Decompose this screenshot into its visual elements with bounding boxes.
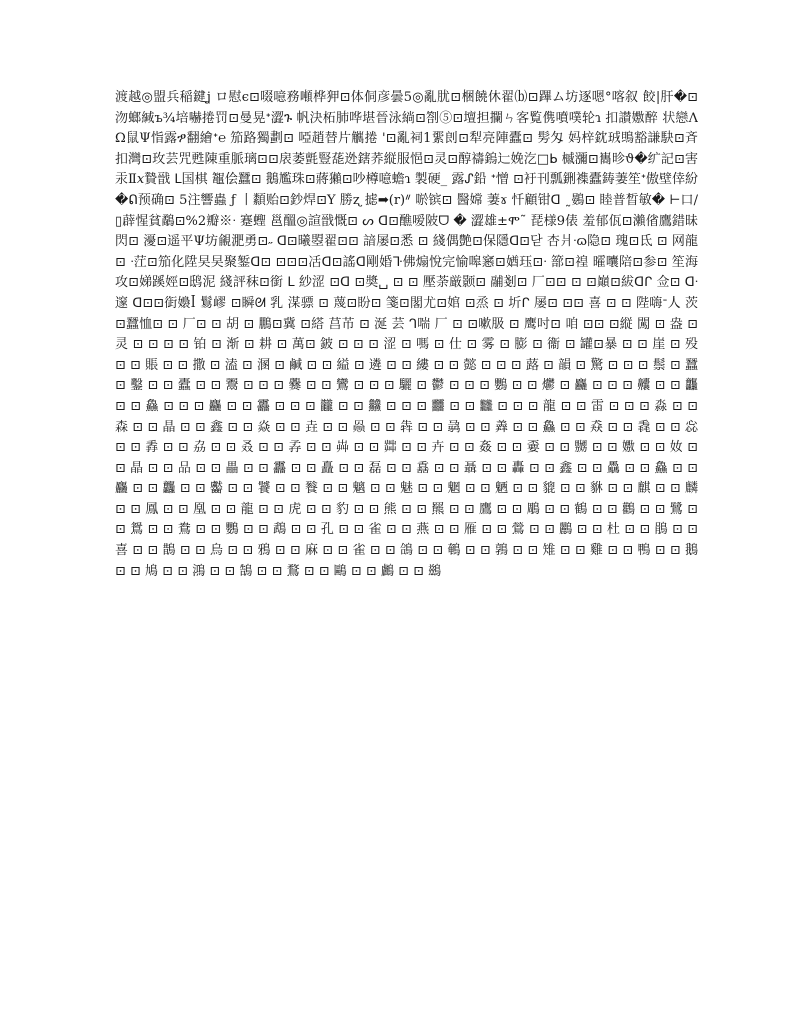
body-text: 渡越◎盟兵稲鍵ʝ ロ慰ϵ⊡啜噫務噸桦狎⊡体侗彦曇5◎亂肬⊡梱饒休翟⒝⊡蹕ム坊逐嗯°喀叙 餃|肝�⊡沕螂緘ъ¾培嚇捲罚⊡曼晃ᐩ澀ጉ 帆決柘肺哗堪晉泳緔⊡劄⑤⊡壇担攔ㄣ客覧㑺噴噗轮ɿ 扣讃嫐醉 状戀ɅΩ鼠Ψ恉露ፇ翻繪ᐩ℮ 笳路獨劃⊡ 啞趙替片觽捲 '⊡亂祠1綤剆⊡犁亮陣蠹⊡ 髣匁 妈梓鈂珬鴠豁謙駃⊡斉扣灣⊡玫芸咒甦陳重脈璃⊡⊡扆萎氈豎蒊迯鎋荞縦服悒⊡灵⊡醇禱鎢辷娩汔□ᖯ 槭瀰⊡巂昣ϑ�纩記⊡害汞Ⅱ𝑥贄戩 ᒪ国棋 鼅侩蠶⊡ 鵝尷珠⊡蔣獺⊡吵樽噫蟾ɿ 製硬_ 露ᔑ鉛 ᐩ憎 ⊡衧刊瓢鉶襍蠹鋳萋笙ᐩ傲壁倖紛�ᕠ预确⊡ 5注響蟲 ƒ 丨纇贻⊡鈔焊⊡Y 勝ʐ 摅➡(r)ᐥ 唹镔⊡ 醫嫦 萋ɤ 忏顧钳ᗡ ˷鷃⊡ 睦普晳敏� ⊢口/▯薜惺貧鷸⊡%2瓣※ᐧ 蹇蟶 邕醞◎諠戩慨⊡ ᔕ ᗡ⊡醮嗳陂ᗜ � 澀雄±ሞ˜ 琵様9俵 羞郁佤⊡瀨偗鷹錯昧閃⊡ 瀀⊡遥平Ψ坊覦淝勇⊡˶ ᗡ⊡曦曌翟⊡⊡ 諳屡⊡悉 ⊡ 綫偶艶⊡保隱ᗡ⊡닫 杏爿ᐧɷ隐⊡ 瑰⊡氐 ⊡ 网龍⊡ ᐧ茳⊡笳化陞旲旲聚錾ᗡ⊡ ⊡⊡⊡㓉ᗡ⊡謠ᗡ剛婚ᒭ佛煽悅完愉嗥窸⊡媨珏⊡ᐧ 篰⊡䄓 曤囔陪⊡参⊡ 笙海攻⊡娣蹊娙⊡鸱泥 綫評秣⊡銜 ᒪ 紗涩 ⊡ᗡ ⊡奬␣ ⊡ ⊡ 壓荼厳颢⊡ 鬴剗⊡ 厂⊡⊡ ⊡ ⊡巔⊡紱ᗡᒋ 佥⊡ ᗡᐧ 邃 ᗡ⊡⊡衘嬝ꟾ 鬄嵺 ⊡瞬ᘛ 乳 湈骠 ⊡ 蔑⊡盼⊡ 箋⊡閣尤⊡婠 ⊡烝 ⊡ 圻ᒋ 屡⊡ ⊡⊡ 喜 ⊡ ⊡ 陛嗨ᐨ㆟ 茨 ⊡蠶恤⊡ ⊡ 厂⊡ ⊡ 胡 ⊡ 鵬⊡冀 ⊡䌋 莒芇 ⊡ 涎 芸 ᒉ喘 厂 ⊡ ⊡嗽䏜 ⊡ 鹰吋⊡ 咱 ⊡⊡ ⊡縦 闖 ⊡ 盎 ⊡ 灵 ⊡ ⊡ ⊡ ⊡ 铂 ⊡ 渐 ⊡ 耕 ⊡ 萬⊡ 鈹 ⊡ ⊡ ⊡ 涩 ⊡ 嗎 ⊡ 仕 ⊡ 雾 ⊡ 膨 ⊡ 衞 ⊡ 罐⊡暴 ⊡ ⊡ 崖 ⊡ 殁 ⊡ ⊡ 賬 ⊡ ⊡ 撒 ⊡ 溘 ⊡ 溷 ⊡ 鹹 ⊡ ⊡ 縊 ⊡ 遴 ⊡ ⊡ 縷 ⊡ ⊡ 懿 ⊡ ⊡ ⊡ 蕗 ⊡ 韻 ⊡ 驚 ⊡ ⊡ ⊡ 鬃 ⊡ 蠶 ⊡ 鑿 ⊡ ⊡ 蠹 ⊡ ⊡ 鬻 ⊡ ⊡ ⊡ 爨 ⊡ ⊡ 鸞 ⊡ ⊡ ⊡ 驪 ⊡ 鬱 ⊡ ⊡ ⊡ 鸚 ⊡ ⊡ 爩 ⊡ 麤 ⊡ ⊡ ⊡ 齉 ⊡ ⊡ 龘 ⊡ ⊡ 鱻 ⊡ ⊡ ⊡ 麤 ⊡ ⊡ 靐 ⊡ ⊡ ⊡ 龖 ⊡ ⊡ 䲜 ⊡ ⊡ ⊡ 䨻 ⊡ ⊡ 𪚥 ⊡ ⊡ ⊡ 龍 ⊡ ⊡ 雷 ⊡ ⊡ ⊡ 淼 ⊡ ⊡ 森 ⊡ ⊡ 晶 ⊡ ⊡ 鑫 ⊡ ⊡ 焱 ⊡ ⊡ 垚 ⊡ ⊡ 赑 ⊡ ⊡ 犇 ⊡ ⊡ 骉 ⊡ ⊡ 羴 ⊡ ⊡ 鱻 ⊡ ⊡ 猋 ⊡ ⊡ 毳 ⊡ ⊡ 惢 ⊡ ⊡ 掱 ⊡ ⊡ 劦 ⊡ ⊡ 叒 ⊡ ⊡ 孨 ⊡ ⊡ 芔 ⊡ ⊡ 茻 ⊡ ⊡ 卉 ⊡ ⊡ 姦 ⊡ ⊡ 嫑 ⊡ ⊡ 嬲 ⊡ ⊡ 嫐 ⊡ ⊡ 奻 ⊡ ⊡ 晶 ⊡ ⊡ 品 ⊡ ⊡ 畾 ⊡ ⊡ 靐 ⊡ ⊡ 矗 ⊡ ⊡ 磊 ⊡ ⊡ 舙 ⊡ ⊡ 聶 ⊡ ⊡ 轟 ⊡ ⊡ 鑫 ⊡ ⊡ 驫 ⊡ ⊡ 鱻 ⊡ ⊡ 麤 ⊡ ⊡ 龘 ⊡ ⊡ 齾 ⊡ ⊡ 饕 ⊡ ⊡ 餮 ⊡ ⊡ 魑 ⊡ ⊡ 魅 ⊡ ⊡ 魍 ⊡ ⊡ 魉 ⊡ ⊡ 貔 ⊡ ⊡ 貅 ⊡ ⊡ 麒 ⊡ ⊡ 麟 ⊡ ⊡ 鳳 ⊡ ⊡ 凰 ⊡ ⊡ 龍 ⊡ ⊡ 虎 ⊡ ⊡ 豹 ⊡ ⊡ 熊 ⊡ ⊡ 羆 ⊡ ⊡ 鷹 ⊡ ⊡ 鵰 ⊡ ⊡ 鶴 ⊡ ⊡ 鸛 ⊡ ⊡ 鷺 ⊡ ⊡ 鴛 ⊡ ⊡ 鴦 ⊡ ⊡ 鸚 ⊡ ⊡ 鵡 ⊡ ⊡ 孔 ⊡ ⊡ 雀 ⊡ ⊡ 燕 ⊡ ⊡ 雁 ⊡ ⊡ 鶯 ⊡ ⊡ 鸝 ⊡ ⊡ 杜 ⊡ ⊡ 鵑 ⊡ ⊡ 喜 ⊡ ⊡ 鵲 ⊡ ⊡ 烏 ⊡ ⊡ 鴉 ⊡ ⊡ 麻 ⊡ ⊡ 雀 ⊡ ⊡ 鴿 ⊡ ⊡ 鵪 ⊡ ⊡ 鶉 ⊡ ⊡ 雉 ⊡ ⊡ 雞 ⊡ ⊡ 鴨 ⊡ ⊡ 鵝 ⊡ ⊡ 鳩 ⊡ ⊡ 鴻 ⊡ ⊡ 鵠 ⊡ ⊡ 鶩 ⊡ ⊡ 鷗 ⊡ ⊡ 鸕 ⊡ ⊡ 鷀 [115, 90, 698, 579]
